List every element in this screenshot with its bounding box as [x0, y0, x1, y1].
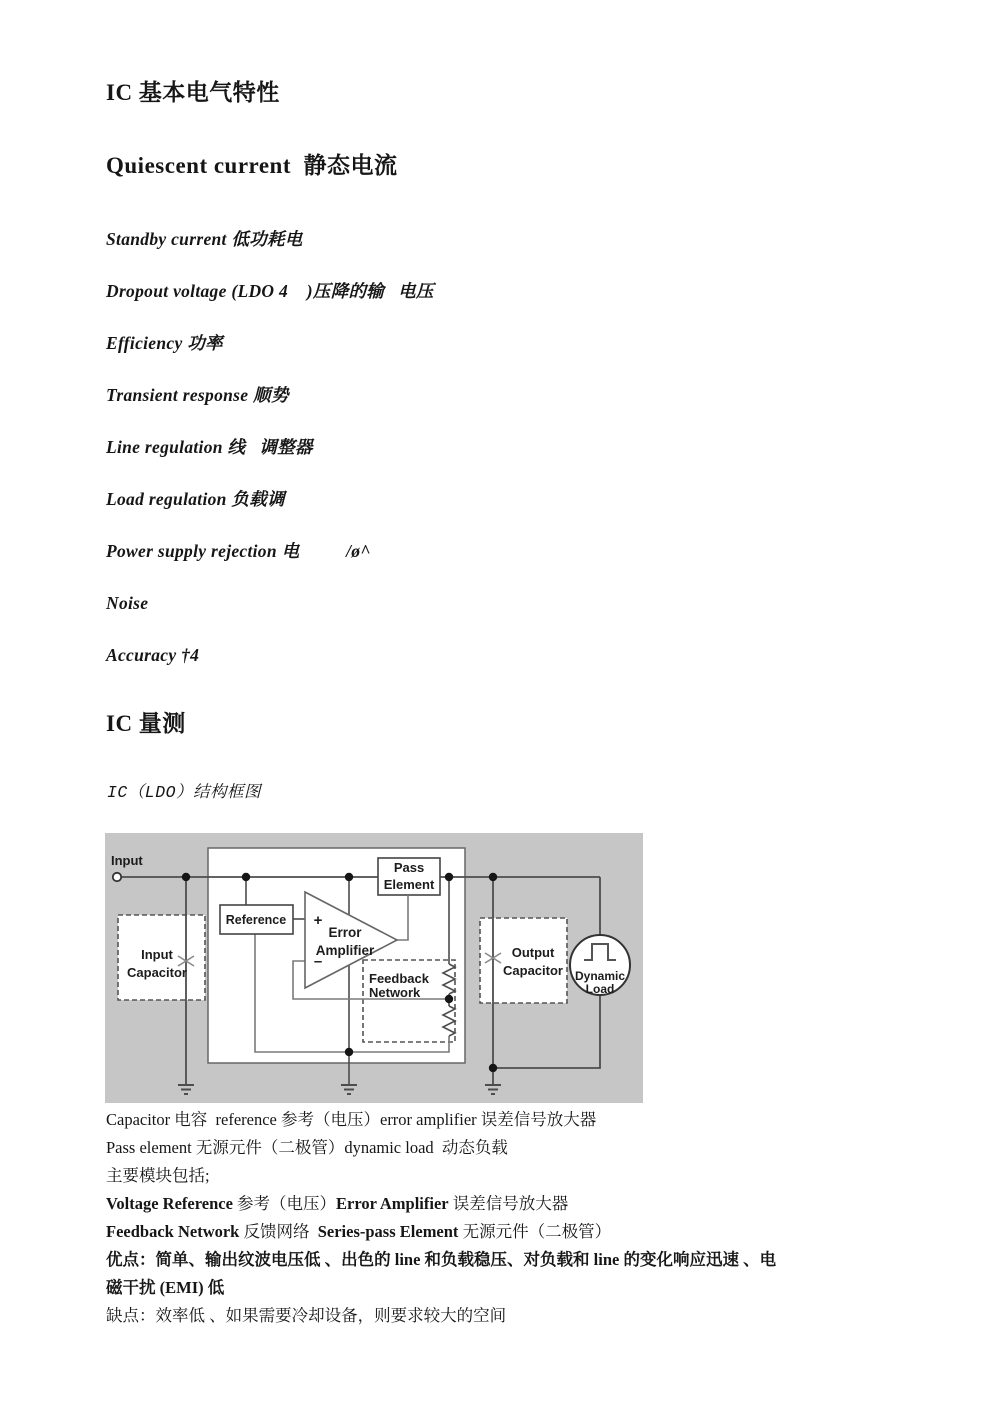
feature-item: Line regulation 线 调整器	[106, 437, 313, 457]
junction-dot	[345, 1048, 353, 1056]
heading-quiescent-current: Quiescent current 静态电流	[106, 153, 398, 178]
input-capacitor-label: Input	[141, 947, 173, 962]
notes-section	[106, 1106, 918, 1330]
feedback-network-label: Network	[369, 985, 421, 1000]
note-segment: 主要模块包括;	[106, 1166, 210, 1185]
minus-input-label: –	[313, 953, 323, 970]
note-line	[106, 1190, 918, 1218]
note-segment: Capacitor 电容 reference 参考（电压）error amplifier 误差信号放大器	[106, 1110, 597, 1129]
feature-item: Load regulation 负载调	[106, 489, 285, 509]
note-segment: 反馈网络	[239, 1222, 318, 1241]
page-title: IC 基本电气特性	[106, 80, 280, 105]
input-terminal-icon	[113, 873, 121, 881]
junction-dot	[445, 995, 453, 1003]
input-capacitor-label: Capacitor	[127, 965, 187, 980]
heading-ic-measurement: IC 量测	[106, 711, 186, 736]
feature-item: Power supply rejection 电 /ø^	[106, 541, 371, 561]
note-segment: Feedback Network	[106, 1222, 240, 1241]
note-segment: Pass element 无源元件（二极管）dynamic load 动态负载	[106, 1138, 508, 1157]
output-capacitor-label: Capacitor	[503, 963, 563, 978]
note-segment: 缺点：效率低 、如果需要冷却设备，则要求较大的空间	[106, 1306, 507, 1325]
feature-item: Efficiency 功率	[106, 333, 223, 353]
feature-item: Noise	[106, 593, 149, 613]
note-segment: Error Amplifier	[336, 1194, 449, 1213]
note-segment: Series-pass Element	[317, 1222, 459, 1241]
junction-dot	[345, 873, 353, 881]
junction-dot	[242, 873, 250, 881]
dynamic-load-label: Load	[585, 982, 615, 996]
feature-item: Transient response 顺势	[106, 385, 289, 405]
pass-element-label: Pass	[393, 860, 425, 875]
note-line	[106, 1218, 918, 1246]
note-segment: Voltage Reference	[106, 1194, 233, 1213]
note-line	[106, 1134, 918, 1162]
note-segment: 误差信号放大器	[448, 1194, 569, 1213]
note-line	[106, 1162, 918, 1190]
input-label: Input	[111, 853, 143, 868]
junction-dot	[182, 873, 190, 881]
note-line	[106, 1302, 918, 1330]
junction-dot	[489, 873, 497, 881]
error-amplifier-label: Error	[328, 925, 362, 940]
note-segment: 无源元件（二极管）	[458, 1222, 612, 1241]
note-line	[106, 1246, 918, 1274]
ldo-block-diagram	[105, 833, 643, 1103]
feature-item: Dropout voltage (LDO 4 )压降的输 电压	[106, 281, 434, 301]
output-capacitor-label: Output	[511, 945, 555, 960]
note-line	[106, 1274, 918, 1302]
note-line	[106, 1106, 918, 1134]
junction-dot	[489, 1064, 497, 1072]
reference-label: Reference	[225, 913, 287, 927]
feature-item: Standby current 低功耗电	[106, 229, 303, 249]
figure-caption: IC（LDO）结构框图	[107, 783, 262, 802]
dynamic-load-label: Dynamic	[574, 969, 626, 983]
feature-item: Accuracy †4	[106, 645, 200, 665]
note-segment: 参考（电压）	[232, 1194, 337, 1213]
junction-dot	[445, 873, 453, 881]
pass-element-label: Element	[383, 877, 435, 892]
error-amplifier-label: Amplifier	[315, 943, 375, 958]
feedback-network-label: Feedback	[369, 971, 429, 986]
note-segment: 优点：简单、输出纹波电压低 、出色的 line 和负载稳压、对负载和 line 的变化响应迅速 、电	[106, 1250, 777, 1269]
note-segment: 磁干扰 (EMI) 低	[106, 1278, 225, 1297]
feature-list	[106, 228, 806, 696]
plus-input-label: +	[313, 912, 323, 929]
